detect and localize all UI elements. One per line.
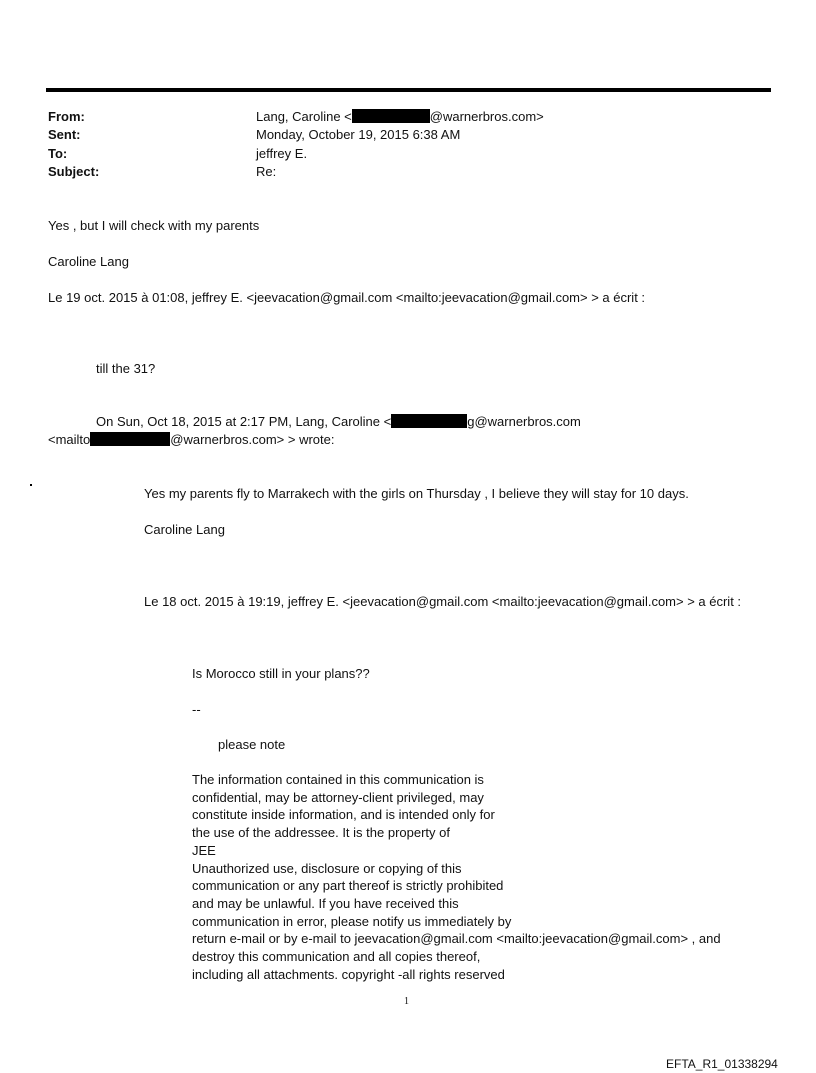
disclaimer-line: and may be unlawful. If you have received this <box>192 895 459 911</box>
quote-3-text: Is Morocco still in your plans?? <box>192 666 370 681</box>
quote-header-2-part2: g@warnerbros.com <box>467 414 581 429</box>
redaction-box <box>391 414 467 428</box>
reply-line: Yes , but I will check with my parents <box>48 218 260 233</box>
quote-header-1: Le 19 oct. 2015 à 01:08, jeffrey E. <jeevacation@gmail.com <mailto:jeevacation@gmail.com> > a écrit : <box>48 290 646 305</box>
disclaimer-block <box>192 771 721 983</box>
disclaimer-line: destroy this communication and all copies thereof, <box>192 949 481 965</box>
redaction-box <box>90 432 170 446</box>
disclaimer-line: Unauthorized use, disclosure or copying of this <box>192 860 462 876</box>
disclaimer-line: confidential, may be attorney-client privileged, may <box>192 789 484 805</box>
disclaimer-line: communication or any part thereof is strictly prohibited <box>192 878 504 894</box>
quote-header-3: Le 18 oct. 2015 à 19:19, jeffrey E. <jeevacation@gmail.com <mailto:jeevacation@gmail.com> > a écrit : <box>144 594 742 609</box>
document-id-footer: EFTA_R1_01338294 <box>666 1057 778 1071</box>
quote-2-text: Yes my parents fly to Marrakech with the girls on Thursday , I believe they will stay for 10 days. <box>144 486 689 501</box>
disclaimer-line: including all attachments. copyright -all rights reserved <box>192 966 505 982</box>
quote-header-2-part1: On Sun, Oct 18, 2015 at 2:17 PM, Lang, Caroline < <box>96 414 392 429</box>
subject-value: Re: <box>256 164 277 179</box>
stray-dot <box>30 484 32 486</box>
from-value <box>256 108 544 125</box>
subject-label: Subject: <box>48 164 100 179</box>
quote-header-2-part3: @warnerbros.com> > wrote: <box>170 432 335 447</box>
disclaimer-line: communication in error, please notify us immediately by <box>192 913 512 929</box>
quote-1-text: till the 31? <box>96 361 156 376</box>
from-label: From: <box>48 109 85 124</box>
please-note: please note <box>218 737 286 752</box>
sig-separator: -- <box>192 702 201 717</box>
quote-header-2-line1 <box>96 413 581 430</box>
disclaimer-line: constitute inside information, and is intended only for <box>192 807 495 823</box>
header-rule <box>46 88 771 92</box>
to-label: To: <box>48 146 68 161</box>
sent-value: Monday, October 19, 2015 6:38 AM <box>256 127 461 142</box>
sent-label: Sent: <box>48 127 81 142</box>
from-domain: @warnerbros.com> <box>429 109 544 124</box>
disclaimer-line: the use of the addressee. It is the property of <box>192 825 450 841</box>
to-value: jeffrey E. <box>256 146 308 161</box>
disclaimer-line: JEE <box>192 842 216 858</box>
signature-1: Caroline Lang <box>48 254 129 269</box>
disclaimer-line: return e-mail or by e-mail to jeevacation@gmail.com <mailto:jeevacation@gmail.com> , and <box>192 931 721 947</box>
signature-2: Caroline Lang <box>144 522 225 537</box>
quote-header-2-mailto: <mailto <box>48 432 91 447</box>
page-number: 1 <box>404 996 409 1007</box>
disclaimer-line: The information contained in this communication is <box>192 772 484 787</box>
quote-header-2-line2 <box>48 431 334 448</box>
redaction-box <box>352 109 430 123</box>
from-name: Lang, Caroline < <box>256 109 352 124</box>
